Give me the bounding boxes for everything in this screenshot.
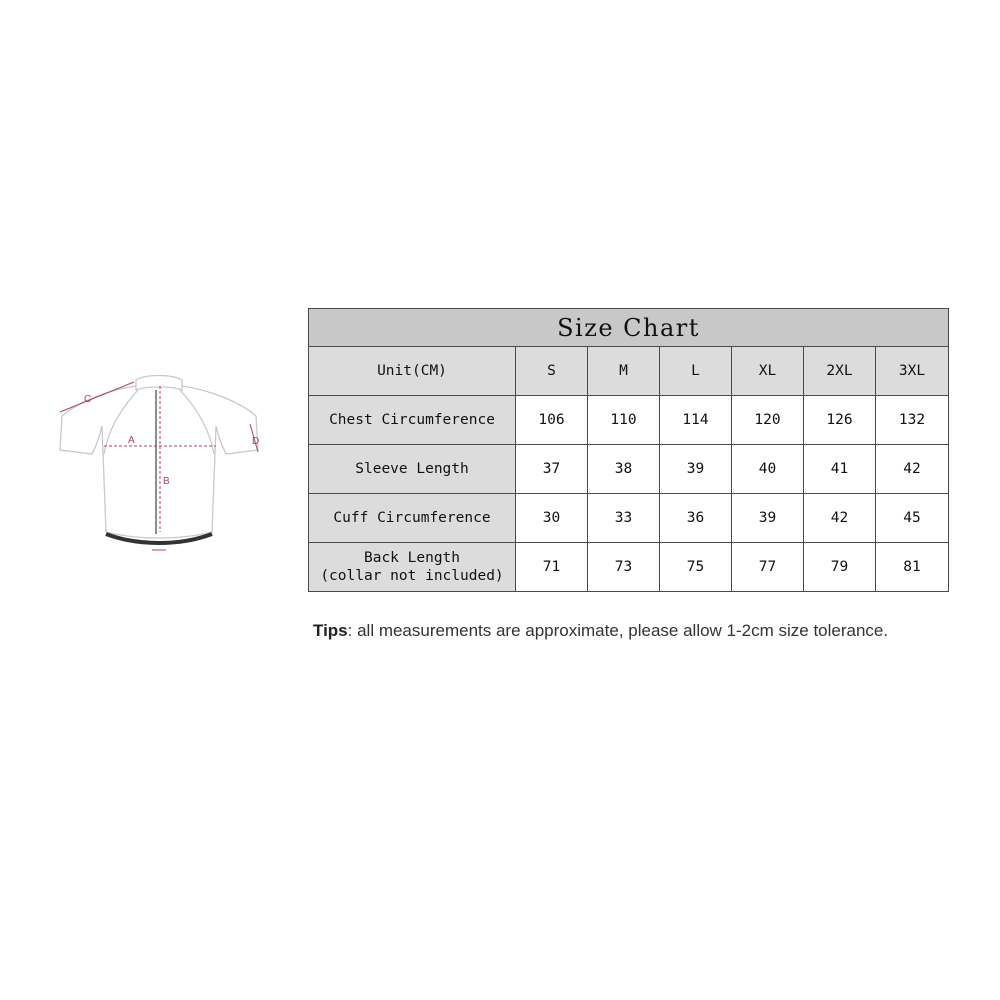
table-cell: 41 (804, 445, 876, 494)
table-cell: 71 (516, 543, 588, 592)
header-cell: S (516, 347, 588, 396)
table-cell: 106 (516, 396, 588, 445)
table-cell: 42 (876, 445, 949, 494)
table-cell: 37 (516, 445, 588, 494)
header-cell: L (660, 347, 732, 396)
table-cell: 114 (660, 396, 732, 445)
table-cell: 120 (732, 396, 804, 445)
table-header-row (309, 347, 949, 396)
header-cell: XL (732, 347, 804, 396)
jersey-diagram (48, 362, 270, 562)
table-cell: 39 (660, 445, 732, 494)
diagram-label-c: C (84, 394, 92, 405)
tips-label: Tips (313, 621, 348, 640)
tips-text: : all measurements are approximate, please allow 1-2cm size tolerance. (347, 621, 889, 640)
row-label (309, 543, 516, 592)
header-cell: M (588, 347, 660, 396)
table-cell: 36 (660, 494, 732, 543)
table-cell: 77 (732, 543, 804, 592)
table-cell: 40 (732, 445, 804, 494)
header-cell: 2XL (804, 347, 876, 396)
table-row (309, 494, 949, 543)
diagram-label-d: D (252, 436, 260, 447)
row-label: Chest Circumference (309, 396, 516, 445)
table-cell: 79 (804, 543, 876, 592)
table-cell: 30 (516, 494, 588, 543)
table-row (309, 445, 949, 494)
table-cell: 132 (876, 396, 949, 445)
table-cell: 81 (876, 543, 949, 592)
table-cell: 126 (804, 396, 876, 445)
table-cell: 38 (588, 445, 660, 494)
table-cell: 73 (588, 543, 660, 592)
diagram-label-a: A (128, 435, 135, 446)
row-label: Cuff Circumference (309, 494, 516, 543)
tips-note (313, 621, 993, 641)
diagram-label-b: B (163, 476, 170, 487)
table-cell: 45 (876, 494, 949, 543)
table-row (309, 543, 949, 592)
row-label-line: Back Length (363, 550, 461, 566)
size-chart-title: Size Chart (309, 309, 949, 347)
header-cell: 3XL (876, 347, 949, 396)
table-cell: 39 (732, 494, 804, 543)
table-cell: 42 (804, 494, 876, 543)
jersey-outline-illustration (48, 362, 270, 562)
row-label-note: (collar not included) (320, 568, 504, 584)
table-cell: 75 (660, 543, 732, 592)
row-label: Sleeve Length (309, 445, 516, 494)
table-cell: 33 (588, 494, 660, 543)
header-cell: Unit(CM) (309, 347, 516, 396)
size-chart-table (308, 308, 949, 592)
table-cell: 110 (588, 396, 660, 445)
table-row (309, 396, 949, 445)
